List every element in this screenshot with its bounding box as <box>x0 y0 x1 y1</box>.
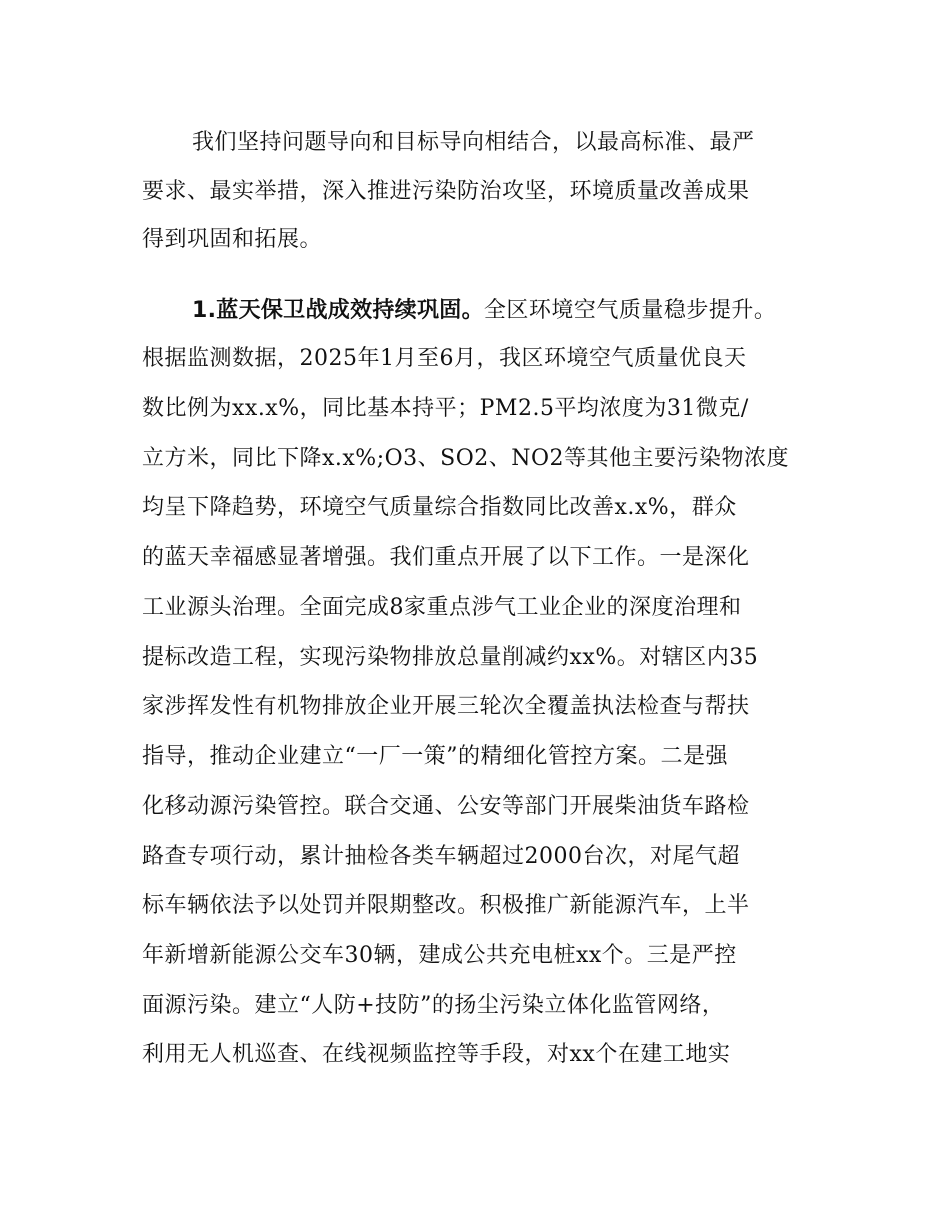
paragraph-2-line-1 <box>192 296 776 326</box>
paragraph-2-line-8: 提标改造工程，实现污染物排放总量削减约xx%。对辖区内35 <box>142 645 759 670</box>
paragraph-1-line-1: 我们坚持问题导向和目标导向相结合，以最高标准、最严 <box>192 130 755 155</box>
paragraph-2-line-2: 根据监测数据，2025年1月至6月，我区环境空气质量优良天 <box>142 346 747 371</box>
paragraph-2-line-1-text: 全区环境空气质量稳步提升。 <box>483 298 777 323</box>
paragraph-1-line-3: 得到巩固和拓展。 <box>142 227 323 252</box>
paragraph-1-line-2: 要求、最实举措，深入推进污染防治攻坚，环境质量改善成果 <box>142 179 750 204</box>
paragraph-2-line-3: 数比例为xx.x%，同比基本持平；PM2.5平均浓度为31微克/ <box>142 396 749 421</box>
paragraph-2-line-9: 家涉挥发性有机物排放企业开展三轮次全覆盖执法检查与帮扶 <box>142 694 750 719</box>
paragraph-2-line-12: 路查专项行动，累计抽检各类车辆超过2000台次，对尾气超 <box>142 844 740 869</box>
paragraph-2-line-15: 面源污染。建立“人防+技防”的扬尘污染立体化监管网络， <box>142 993 725 1018</box>
paragraph-2-line-11: 化移动源污染管控。联合交通、公安等部门开展柴油货车路检 <box>142 794 750 819</box>
paragraph-2-line-5: 均呈下降趋势，环境空气质量综合指数同比改善x.x%，群众 <box>142 495 737 520</box>
paragraph-2-line-14: 年新增新能源公交车30辆，建成公共充电桩xx个。三是严控 <box>142 943 737 968</box>
paragraph-2-line-7: 工业源头治理。全面完成8家重点涉气工业企业的深度治理和 <box>142 595 742 620</box>
paragraph-2-line-6: 的蓝天幸福感显著增强。我们重点开展了以下工作。一是深化 <box>142 545 750 570</box>
section-heading: 1.蓝天保卫战成效持续巩固。 <box>192 298 484 323</box>
paragraph-2-line-4: 立方米，同比下降x.x%;O3、SO2、NO2等其他主要污染物浓度 <box>142 446 790 471</box>
paragraph-2-line-10: 指导，推动企业建立“一厂一策”的精细化管控方案。二是强 <box>142 744 728 769</box>
paragraph-2-line-13: 标车辆依法予以处罚并限期整改。积极推广新能源汽车，上半 <box>142 893 750 918</box>
paragraph-2-line-16: 利用无人机巡查、在线视频监控等手段，对xx个在建工地实 <box>142 1042 731 1067</box>
